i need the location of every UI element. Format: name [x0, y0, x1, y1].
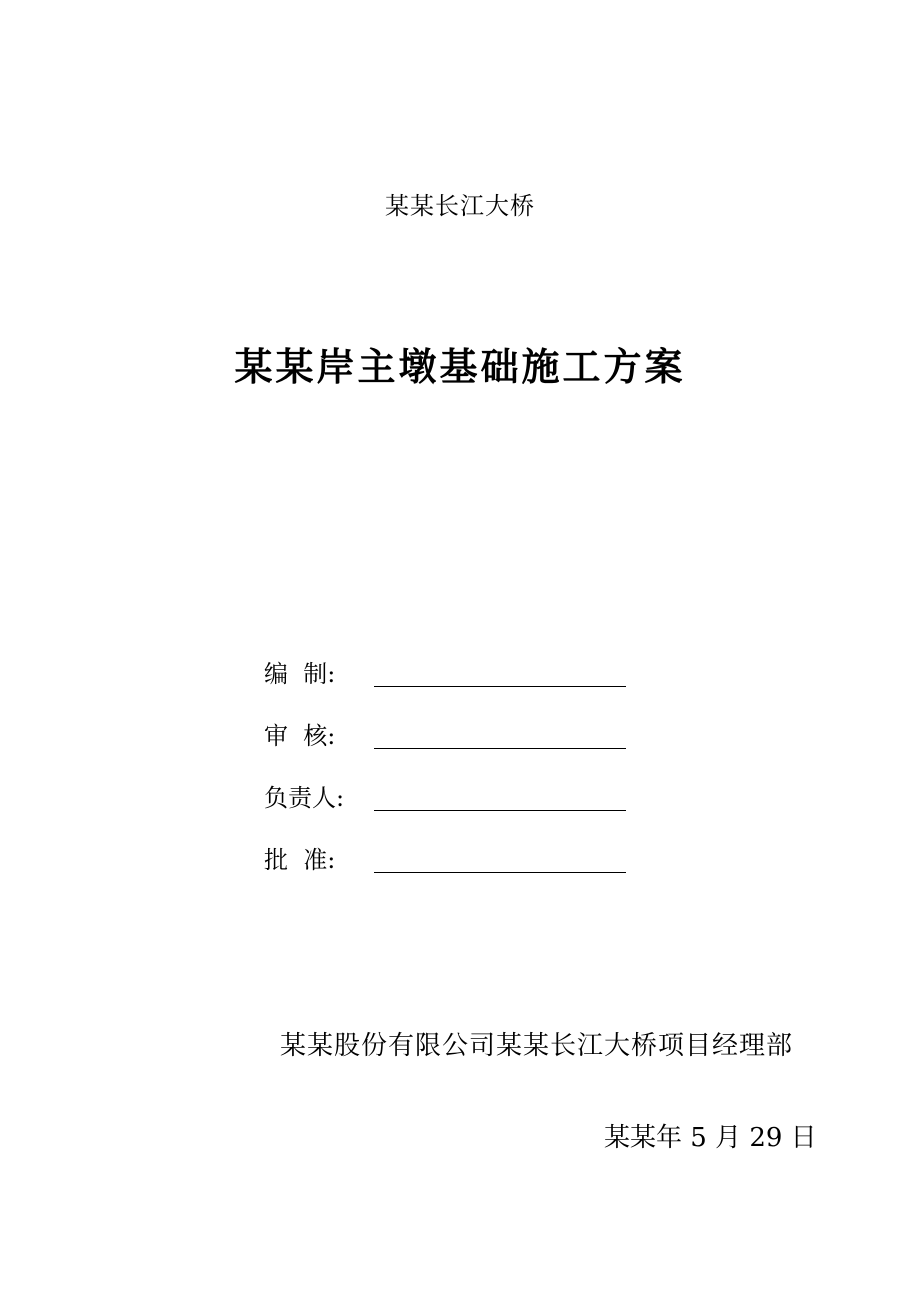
signature-line [374, 872, 626, 873]
signature-line [374, 810, 626, 811]
signature-row-approved-by [264, 840, 644, 880]
signature-row-responsible-person [264, 778, 644, 818]
signature-block [264, 654, 644, 902]
signature-label: 批 准: [264, 846, 336, 874]
signature-row-reviewed-by [264, 716, 644, 756]
document-title: 某某岸主墩基础施工方案 [234, 344, 686, 389]
signature-label: 负责人: [264, 784, 345, 812]
signature-line [374, 748, 626, 749]
signature-row-compiled-by [264, 654, 644, 694]
project-name: 某某长江大桥 [385, 192, 535, 220]
signature-line [374, 686, 626, 687]
organization-name: 某某股份有限公司某某长江大桥项目经理部 [280, 1031, 794, 1061]
document-date: 某某年 5 月 29 日 [604, 1123, 817, 1153]
signature-label: 审 核: [264, 722, 336, 750]
signature-label: 编 制: [264, 660, 336, 688]
